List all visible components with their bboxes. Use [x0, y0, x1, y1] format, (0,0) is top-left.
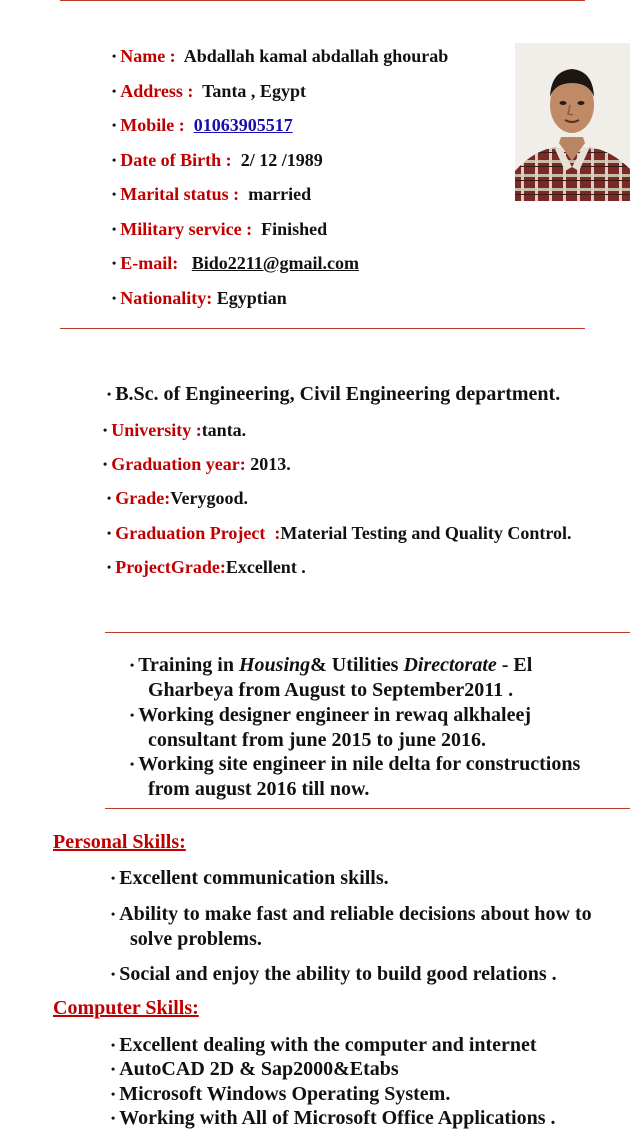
bullet: • [112, 118, 117, 132]
section-divider [60, 0, 585, 1]
experience-text-continued: Gharbeya from August to September2011 . [148, 679, 514, 701]
bullet: • [111, 967, 116, 981]
bullet: • [130, 708, 135, 722]
bullet: • [107, 491, 112, 505]
bullet: • [111, 1062, 116, 1076]
skill-text: Excellent communication skills. [119, 867, 389, 889]
bullet: • [111, 1038, 116, 1052]
education-project [107, 522, 572, 544]
value-university: tanta. [201, 420, 247, 440]
bullet: • [130, 658, 135, 672]
info-row-marital [112, 183, 311, 205]
skill-text-continued: solve problems. [130, 928, 262, 950]
bullet: • [112, 153, 117, 167]
bullet: • [112, 256, 117, 270]
education-degree [107, 383, 560, 405]
education-project-grade [107, 556, 306, 578]
degree-text: B.Sc. of Engineering, Civil Engineering department. [115, 383, 561, 405]
bullet: • [111, 1087, 116, 1101]
profile-photo [515, 43, 630, 201]
value-name: Abdallah kamal abdallah ghourab [183, 46, 449, 66]
bullet: • [112, 84, 117, 98]
value-grad-year: 2013. [250, 454, 291, 474]
portrait-image [515, 43, 630, 201]
label-dob: Date of Birth : [120, 150, 232, 170]
value-project-grade: Excellent . [225, 557, 306, 577]
bullet: • [130, 757, 135, 771]
value-military: Finished [261, 219, 328, 239]
skill-text: Excellent dealing with the computer and internet [119, 1034, 537, 1056]
bullet: • [103, 457, 108, 471]
phone-link[interactable]: 01063905517 [193, 115, 293, 135]
experience-text: Training in [138, 654, 239, 676]
label-military: Military service : [120, 219, 253, 239]
label-name: Name : [120, 46, 176, 66]
info-row-nationality [112, 287, 287, 309]
experience-item [130, 752, 580, 802]
bullet: • [111, 1111, 116, 1125]
skill-text: Ability to make fast and reliable decisions about how to [119, 903, 592, 925]
skill-text: AutoCAD 2D & Sap2000&Etabs [119, 1058, 399, 1080]
info-row-address [112, 80, 306, 102]
bullet: • [111, 907, 116, 921]
bullet: • [107, 560, 112, 574]
skill-text: Social and enjoy the ability to build good relations . [119, 963, 557, 985]
label-address: Address : [120, 81, 194, 101]
bullet: • [103, 423, 108, 437]
label-grade: Grade: [115, 488, 171, 508]
computer-skill-item [111, 1106, 556, 1131]
value-project: Material Testing and Quality Control. [280, 523, 572, 543]
value-address: Tanta , Egypt [202, 81, 306, 101]
experience-text-continued: from august 2016 till now. [148, 778, 370, 800]
value-dob: 2/ 12 /1989 [240, 150, 323, 170]
label-project: Graduation Project : [115, 523, 281, 543]
skill-item [111, 866, 389, 891]
label-grad-year: Graduation year: [111, 454, 246, 474]
skill-text: Working with All of Microsoft Office Applications . [119, 1107, 556, 1129]
bullet: • [112, 222, 117, 236]
experience-text-italic: Directorate [403, 654, 497, 676]
computer-skills-title: Computer Skills: [53, 997, 199, 1019]
computer-skill-item [111, 1082, 450, 1107]
experience-text-continued: consultant from june 2015 to june 2016. [148, 729, 486, 751]
bullet: • [112, 49, 117, 63]
bullet: • [107, 526, 112, 540]
section-divider [105, 808, 630, 809]
bullet: • [112, 291, 117, 305]
education-grad-year [103, 453, 291, 475]
experience-text: Working designer engineer in rewaq alkhaleej [138, 704, 531, 726]
section-divider [105, 632, 630, 633]
skill-item [111, 962, 557, 987]
info-row-name [112, 45, 448, 67]
education-university [103, 419, 246, 441]
info-row-dob [112, 149, 323, 171]
experience-item [130, 703, 531, 753]
skill-text: Microsoft Windows Operating System. [119, 1083, 451, 1105]
value-marital: married [248, 184, 312, 204]
bullet: • [111, 871, 116, 885]
value-grade: Verygood. [170, 488, 249, 508]
education-grade [107, 487, 248, 509]
experience-item [130, 653, 532, 703]
value-nationality: Egyptian [216, 288, 287, 308]
experience-text: & Utilities [310, 654, 404, 676]
computer-skill-item [111, 1057, 399, 1082]
personal-skills-title: Personal Skills: [53, 831, 186, 853]
bullet: • [107, 387, 112, 401]
label-nationality: Nationality: [120, 288, 213, 308]
label-email: E-mail: [120, 253, 179, 273]
info-row-military [112, 218, 327, 240]
email-link[interactable]: Bido2211@gmail.com [191, 253, 359, 273]
experience-text: - El [496, 654, 533, 676]
label-university: University : [111, 420, 202, 440]
info-row-email [112, 252, 359, 274]
label-marital: Marital status : [120, 184, 240, 204]
label-mobile: Mobile : [120, 115, 185, 135]
section-divider [60, 328, 585, 329]
bullet: • [112, 187, 117, 201]
experience-text-italic: Housing [238, 654, 311, 676]
skill-item [111, 902, 592, 952]
info-row-mobile [112, 114, 293, 136]
computer-skill-item [111, 1033, 537, 1058]
experience-text: Working site engineer in nile delta for constructions [138, 753, 581, 775]
label-project-grade: ProjectGrade: [115, 557, 226, 577]
